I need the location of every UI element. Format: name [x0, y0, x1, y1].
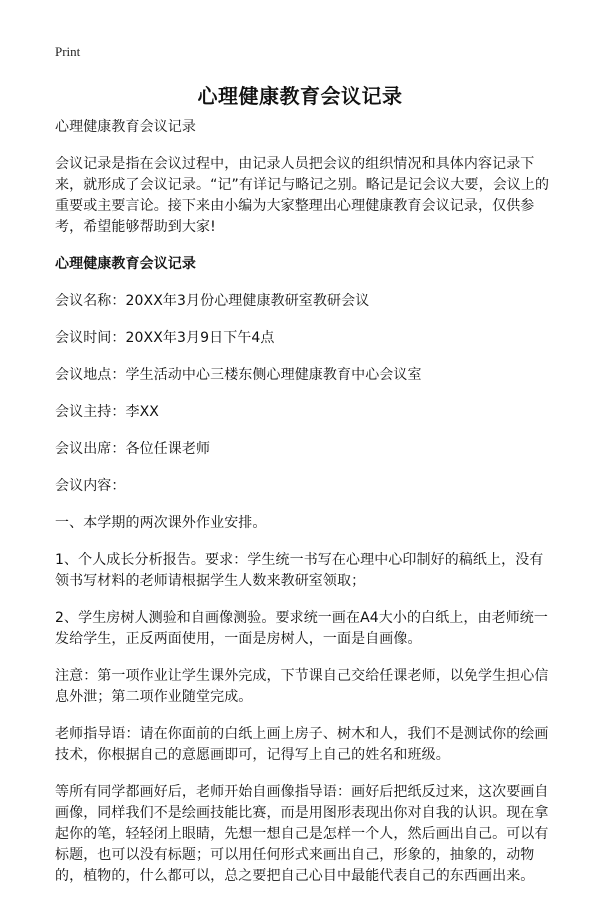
meeting-name: 会议名称：20XX年3月份心理健康教研室教研会议: [55, 293, 370, 309]
self-portrait-instructions: 等所有同学都画好后，老师开始自画像指导语：画好后把纸反过来，这次要画自画像，同样我们不是绘画技能比赛，而是用图形表现出你对自我的认识。现在拿起你的笔，轻轻闭上眼睛，先想一想自己是怎样一个人，然后画出自己。可以有标题，也可以没有标题；可以用任何形式来画出自己，形象的，抽象的，动物的，植物的，什么都可以，总之要把自己心目中最能代表自己的东西画出来。: [55, 784, 549, 884]
meeting-host: 会议主持：李XX: [55, 404, 159, 420]
intro-paragraph: 会议记录是指在会议过程中，由记录人员把会议的组织情况和具体内容记录下来，就形成了会议记录。“记”有详记与略记之别。略记是记会议大要，会议上的重要或主要言论。接下来由小编为大家整理出心理健康教育会议记录，仅供参考，希望能够帮助到大家!: [55, 156, 550, 235]
assignment-2: 2、学生房树人测验和自画像测验。要求统一画在A4大小的白纸上，由老师统一发给学生，正反两面使用，一面是房树人，一面是自画像。: [55, 610, 548, 647]
print-link[interactable]: Print: [55, 44, 81, 59]
meeting-content-label: 会议内容：: [55, 478, 126, 494]
agenda-item-1: 一、本学期的两次课外作业安排。: [55, 515, 267, 531]
attention-note: 注意：第一项作业让学生课外完成，下节课自己交给任课老师，以免学生担心信息外泄；第二项作业随堂完成。: [55, 668, 549, 705]
intro-heading: 心理健康教育会议记录: [55, 119, 196, 135]
teacher-instructions: 老师指导语：请在你面前的白纸上画上房子、树木和人，我们不是测试你的绘画技术，你根据自己的意愿画即可，记得写上自己的姓名和班级。: [55, 726, 549, 763]
meeting-time: 会议时间：20XX年3月9日下午4点: [55, 330, 275, 346]
meeting-location: 会议地点：学生活动中心三楼东侧心理健康教育中心会议室: [55, 367, 422, 383]
document-title: 心理健康教育会议记录: [197, 84, 403, 108]
document-body: [55, 117, 553, 903]
meeting-attendees: 会议出席：各位任课老师: [55, 441, 211, 457]
section-heading: 心理健康教育会议记录: [55, 256, 196, 272]
assignment-1: 1、个人成长分析报告。要求：学生统一书写在心理中心印制好的稿纸上，没有领书写材料的老师请根据学生人数来教研室领取；: [55, 552, 544, 589]
